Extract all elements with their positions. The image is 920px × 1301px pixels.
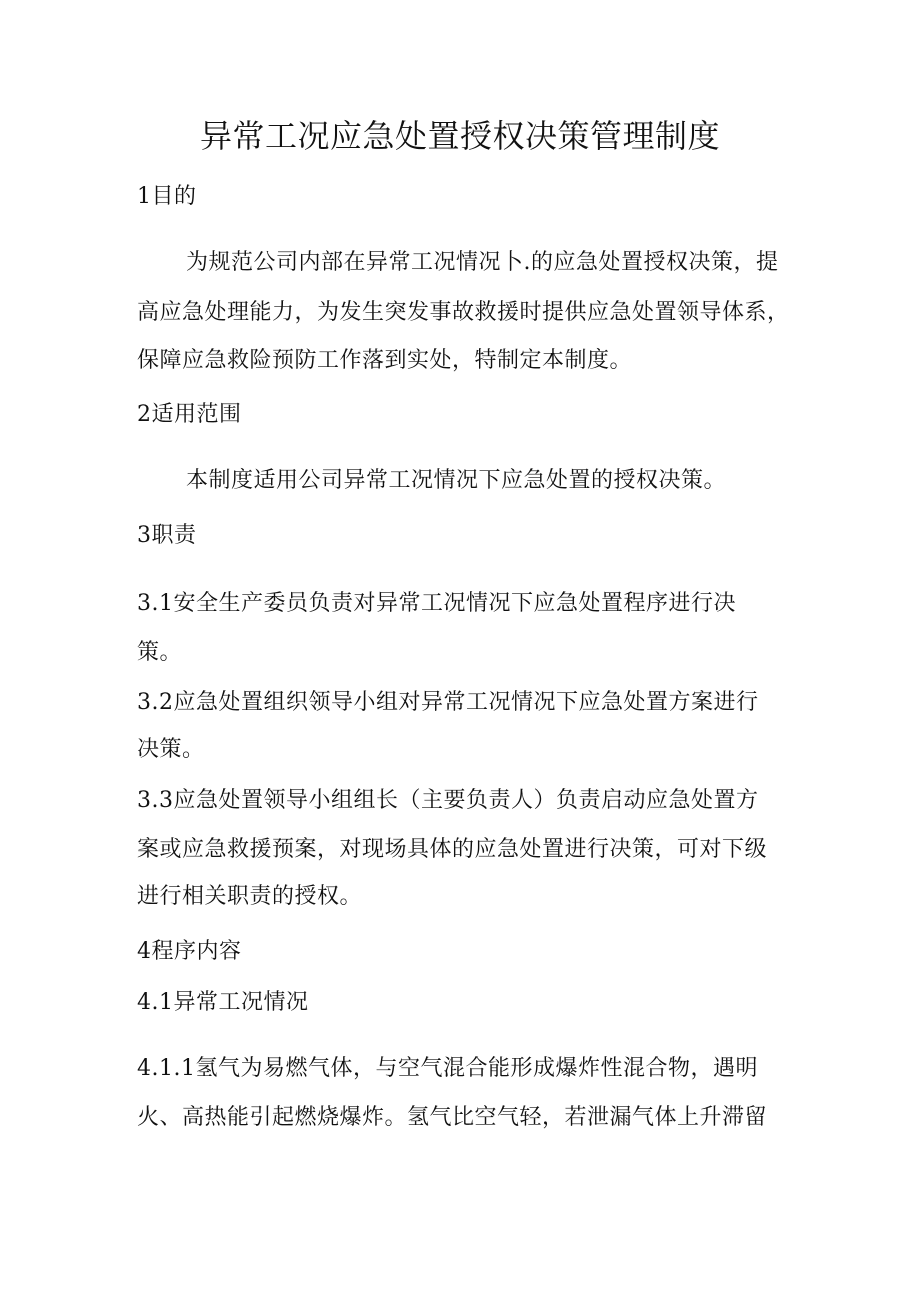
section-3-2-line-2: 决策。 [137, 737, 205, 762]
section-3-1-line-2: 策。 [137, 640, 183, 665]
section-3-3-line-3: 进行相关职责的授权。 [137, 884, 363, 909]
section-2-heading: 2适用范围 [137, 402, 242, 427]
section-3-2-line-1: 3.2应急处置组织领导小组对异常工况情况下应急处置方案进行 [137, 690, 759, 715]
section-1-heading: 1目的 [137, 184, 197, 209]
section-4-1-1-line-2: 火、高热能引起燃烧爆炸。氢气比空气轻，若泄漏气体上升滞留 [137, 1105, 768, 1130]
section-3-1-line-1: 3.1安全生产委员负责对异常工况情况下应急处置程序进行决 [137, 591, 736, 616]
section-1-paragraph-line-3: 保障应急救险预防工作落到实处，特制定本制度。 [137, 348, 633, 373]
section-2-paragraph-line-1: 本制度适用公司异常工况情况下应急处置的授权决策。 [186, 468, 727, 493]
section-1-paragraph-line-1: 为规范公司内部在异常工况情况卜.的应急处置授权决策，提 [186, 250, 779, 275]
section-4-1-heading: 4.1异常工况情况 [137, 990, 309, 1015]
section-4-1-1-line-1: 4.1.1氢气为易燃气体，与空气混合能形成爆炸性混合物，遇明 [137, 1056, 758, 1081]
section-3-3-line-2: 案或应急救援预案，对现场具体的应急处置进行决策，可对下级 [137, 837, 768, 862]
document-title: 异常工况应急处置授权决策管理制度 [199, 117, 720, 155]
section-3-3-line-1: 3.3应急处置领导小组组长（主要负责人）负责启动应急处置方 [137, 788, 759, 813]
section-4-heading: 4程序内容 [137, 939, 242, 964]
section-3-heading: 3职责 [137, 523, 197, 548]
section-1-paragraph-line-2: 高应急处理能力，为发生突发事故救援时提供应急处置领导体系， [137, 300, 790, 325]
